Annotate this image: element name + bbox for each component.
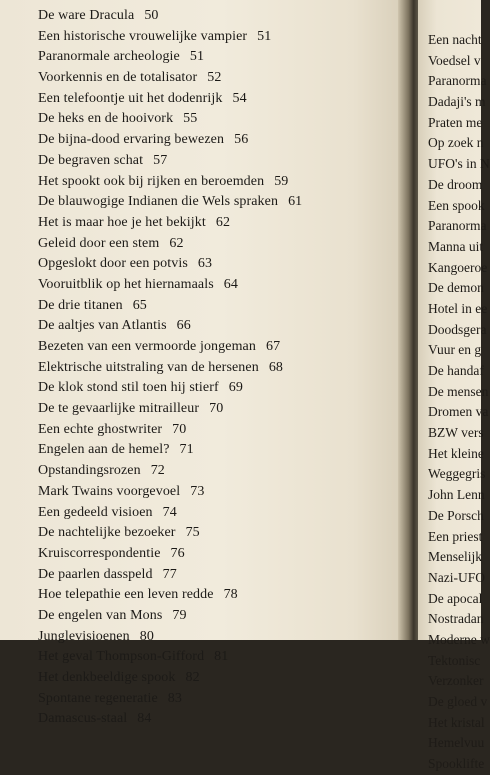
toc-entry xyxy=(38,254,302,275)
toc-entry xyxy=(38,109,302,130)
right-page-entry: Op zoek n xyxy=(428,135,484,151)
right-page-entry: Paranorma xyxy=(428,218,487,234)
right-page-entry: John Lenn xyxy=(428,487,485,503)
toc-entry-title: De aaltjes van Atlantis xyxy=(38,318,167,334)
toc-entry-title: Een historische vrouwelijke vampier xyxy=(38,28,248,44)
toc-entry xyxy=(38,151,302,172)
toc-entry-page-number: 55 xyxy=(183,111,198,127)
toc-entry-title: Vooruitblik op het hiernamaals xyxy=(38,276,214,292)
toc-entry-page-number: 79 xyxy=(172,607,187,623)
toc-entry xyxy=(38,627,302,648)
toc-entry xyxy=(38,316,302,337)
toc-entry-page-number: 70 xyxy=(172,421,187,437)
toc-entry-page-number: 69 xyxy=(228,380,243,396)
toc-entry xyxy=(38,503,302,524)
toc-entry-page-number: 67 xyxy=(265,339,281,354)
right-page-entry: De droom xyxy=(428,176,483,192)
right-page-entry: De apocal xyxy=(428,590,483,606)
toc-entry-page-number: 75 xyxy=(185,525,200,541)
toc-entry-title: De blauwogige Indianen die Wels spraken xyxy=(38,194,279,210)
right-page-entry: Moderne w xyxy=(428,631,490,647)
toc-entry-title: Het denkbeeldige spook xyxy=(38,670,176,685)
right-page-entry: Voedsel v xyxy=(428,52,481,68)
toc-entry-title: Voorkennis en de totalisator xyxy=(38,70,198,86)
toc-entry-title: Geleid door een stem xyxy=(38,235,160,251)
toc-entry-title: De heks en de hooivork xyxy=(38,111,174,127)
right-page-entry: Spooklifte xyxy=(428,756,485,772)
toc-entry-page-number: 78 xyxy=(223,587,238,603)
toc-entry-title: Paranormale archeologie xyxy=(38,49,180,65)
toc-entry xyxy=(38,565,302,586)
toc-entry xyxy=(38,172,302,193)
toc-entry xyxy=(38,89,302,110)
right-page-entry: Kangoeroe xyxy=(428,259,488,275)
table-of-contents xyxy=(38,6,302,730)
toc-entry-page-number: 62 xyxy=(215,214,231,230)
toc-entry-page-number: 51 xyxy=(189,49,205,65)
toc-entry-page-number: 50 xyxy=(144,8,159,23)
right-page-entry: De mensen xyxy=(428,383,489,399)
right-page-entry: De gloed v xyxy=(428,694,488,709)
toc-entry xyxy=(38,296,302,317)
toc-entry-title: Opgeslokt door een potvis xyxy=(38,256,188,272)
toc-entry xyxy=(38,544,302,565)
right-page-entry: UFO's in N xyxy=(428,156,490,172)
right-page-entry: Hemelvuu xyxy=(428,735,485,751)
right-page-entry: Vuur en g xyxy=(428,342,482,358)
toc-entry xyxy=(38,234,302,255)
toc-entry-page-number: 56 xyxy=(234,132,249,148)
toc-entry-title: Damascus-staal xyxy=(38,711,128,727)
toc-entry xyxy=(38,337,302,358)
toc-entry-title: De paarlen dasspeld xyxy=(38,566,153,582)
toc-entry-title: De nachtelijke bezoeker xyxy=(38,525,176,541)
right-page-entry: Een spook xyxy=(428,197,485,213)
toc-entry-title: Bezeten van een vermoorde jongeman xyxy=(38,339,256,354)
toc-entry xyxy=(38,358,302,379)
right-page-entry: Dadaji's m xyxy=(428,94,486,110)
toc-entry-title: De ware Dracula xyxy=(38,8,135,23)
right-page-entry: Doodsgera xyxy=(428,321,487,337)
toc-entry xyxy=(38,647,302,668)
toc-entry xyxy=(38,420,302,441)
toc-entry-title: Het spookt ook bij rijken en beroemden xyxy=(38,173,265,189)
toc-entry-page-number: 68 xyxy=(268,359,284,375)
right-page-entry: Praten me xyxy=(428,114,483,130)
toc-entry-page-number: 71 xyxy=(179,442,194,458)
toc-entry-page-number: 59 xyxy=(274,173,289,189)
toc-entry xyxy=(38,275,302,296)
toc-entry xyxy=(38,523,302,544)
right-page-entry: Een nacht xyxy=(428,32,482,47)
toc-entry-title: Mark Twains voorgevoel xyxy=(38,483,181,499)
toc-entry xyxy=(38,47,302,68)
toc-entry-page-number: 54 xyxy=(232,90,247,106)
toc-entry-title: De klok stond stil toen hij stierf xyxy=(38,380,219,396)
toc-entry-title: Het geval Thompson-Gifford xyxy=(38,649,205,665)
right-page-entry: Weggegris xyxy=(428,466,486,482)
toc-entry-title: Een telefoontje uit het dodenrijk xyxy=(38,90,223,106)
toc-entry xyxy=(38,482,302,503)
toc-entry-page-number: 82 xyxy=(185,670,200,685)
toc-entry xyxy=(38,213,302,234)
toc-entry-title: De begraven schat xyxy=(38,152,144,168)
right-page-entry: Verzonker xyxy=(428,673,484,689)
toc-entry-title: Elektrische uitstraling van de hersenen xyxy=(38,359,259,375)
toc-entry-title: Spontane regeneratie xyxy=(38,690,158,706)
toc-entry-title: Junglevisioenen xyxy=(38,628,130,644)
toc-entry-page-number: 83 xyxy=(167,690,182,706)
right-page-entry: Paranorma xyxy=(428,73,487,89)
toc-entry xyxy=(38,27,302,48)
toc-entry xyxy=(38,606,302,627)
right-page-entry: Menselijk xyxy=(428,549,482,565)
toc-entry-title: Hoe telepathie een leven redde xyxy=(38,587,214,603)
toc-entry-page-number: 77 xyxy=(162,566,177,582)
toc-entry xyxy=(38,68,302,89)
toc-entry xyxy=(38,709,302,730)
toc-entry-page-number: 63 xyxy=(197,256,213,272)
toc-entry-page-number: 73 xyxy=(190,483,205,499)
toc-entry xyxy=(38,461,302,482)
toc-entry-title: Kruiscorrespondentie xyxy=(38,545,161,561)
toc-entry-title: Een gedeeld visioen xyxy=(38,504,153,520)
toc-entry-title: De te gevaarlijke mitrailleur xyxy=(38,401,200,417)
right-page-entry: Tektonisc xyxy=(428,652,481,668)
right-page-entry: Nostradan xyxy=(428,611,484,627)
toc-entry-page-number: 52 xyxy=(207,70,222,86)
right-page xyxy=(418,0,490,772)
toc-entry-page-number: 62 xyxy=(169,235,184,251)
toc-entry xyxy=(38,378,302,399)
toc-entry-title: Opstandingsrozen xyxy=(38,463,141,479)
toc-entry-title: De bijna-dood ervaring bewezen xyxy=(38,132,225,148)
toc-entry-page-number: 72 xyxy=(150,463,165,479)
right-page-entry: Het kleine xyxy=(428,445,484,461)
toc-entry xyxy=(38,440,302,461)
right-page-entry: Hotel in ee xyxy=(428,300,488,316)
toc-entry-page-number: 74 xyxy=(162,504,177,520)
right-page-entry: De demon xyxy=(428,280,484,296)
toc-entry-page-number: 64 xyxy=(223,276,238,292)
toc-entry-title: Een echte ghostwriter xyxy=(38,421,163,437)
toc-entry-page-number: 61 xyxy=(288,194,303,210)
toc-entry xyxy=(38,192,302,213)
toc-entry-page-number: 84 xyxy=(137,711,152,727)
toc-entry-title: Het is maar hoe je het bekijkt xyxy=(38,214,206,230)
right-page-entry: Nazi-UFO xyxy=(428,569,485,585)
toc-entry-title: De drie titanen xyxy=(38,297,123,313)
toc-entry-page-number: 70 xyxy=(209,401,224,417)
toc-entry-page-number: 81 xyxy=(214,649,229,665)
toc-entry xyxy=(38,130,302,151)
toc-entry xyxy=(38,6,302,27)
toc-entry xyxy=(38,668,302,689)
right-page-entry: Een priest xyxy=(428,528,483,544)
toc-entry-page-number: 66 xyxy=(176,318,191,334)
toc-entry-title: Engelen aan de hemel? xyxy=(38,442,170,458)
right-page-entry: Manna uit xyxy=(428,238,484,254)
toc-entry xyxy=(38,689,302,710)
toc-entry-title: De engelen van Mons xyxy=(38,607,163,623)
toc-entry xyxy=(38,585,302,606)
toc-entry-page-number: 51 xyxy=(257,28,272,44)
right-page-entry: Het kristal xyxy=(428,714,485,730)
toc-entry-page-number: 80 xyxy=(139,628,154,644)
toc-entry-page-number: 76 xyxy=(170,545,185,561)
toc-entry-page-number: 57 xyxy=(153,152,168,168)
right-page-entry: De handaf xyxy=(428,363,484,378)
right-page-entry: De Porsch xyxy=(428,507,484,523)
right-page-list xyxy=(428,30,490,775)
right-page-entry: Dromen va xyxy=(428,404,489,420)
toc-entry-page-number: 65 xyxy=(132,297,147,313)
toc-entry xyxy=(38,399,302,420)
right-page-entry: BZW vers xyxy=(428,425,484,441)
